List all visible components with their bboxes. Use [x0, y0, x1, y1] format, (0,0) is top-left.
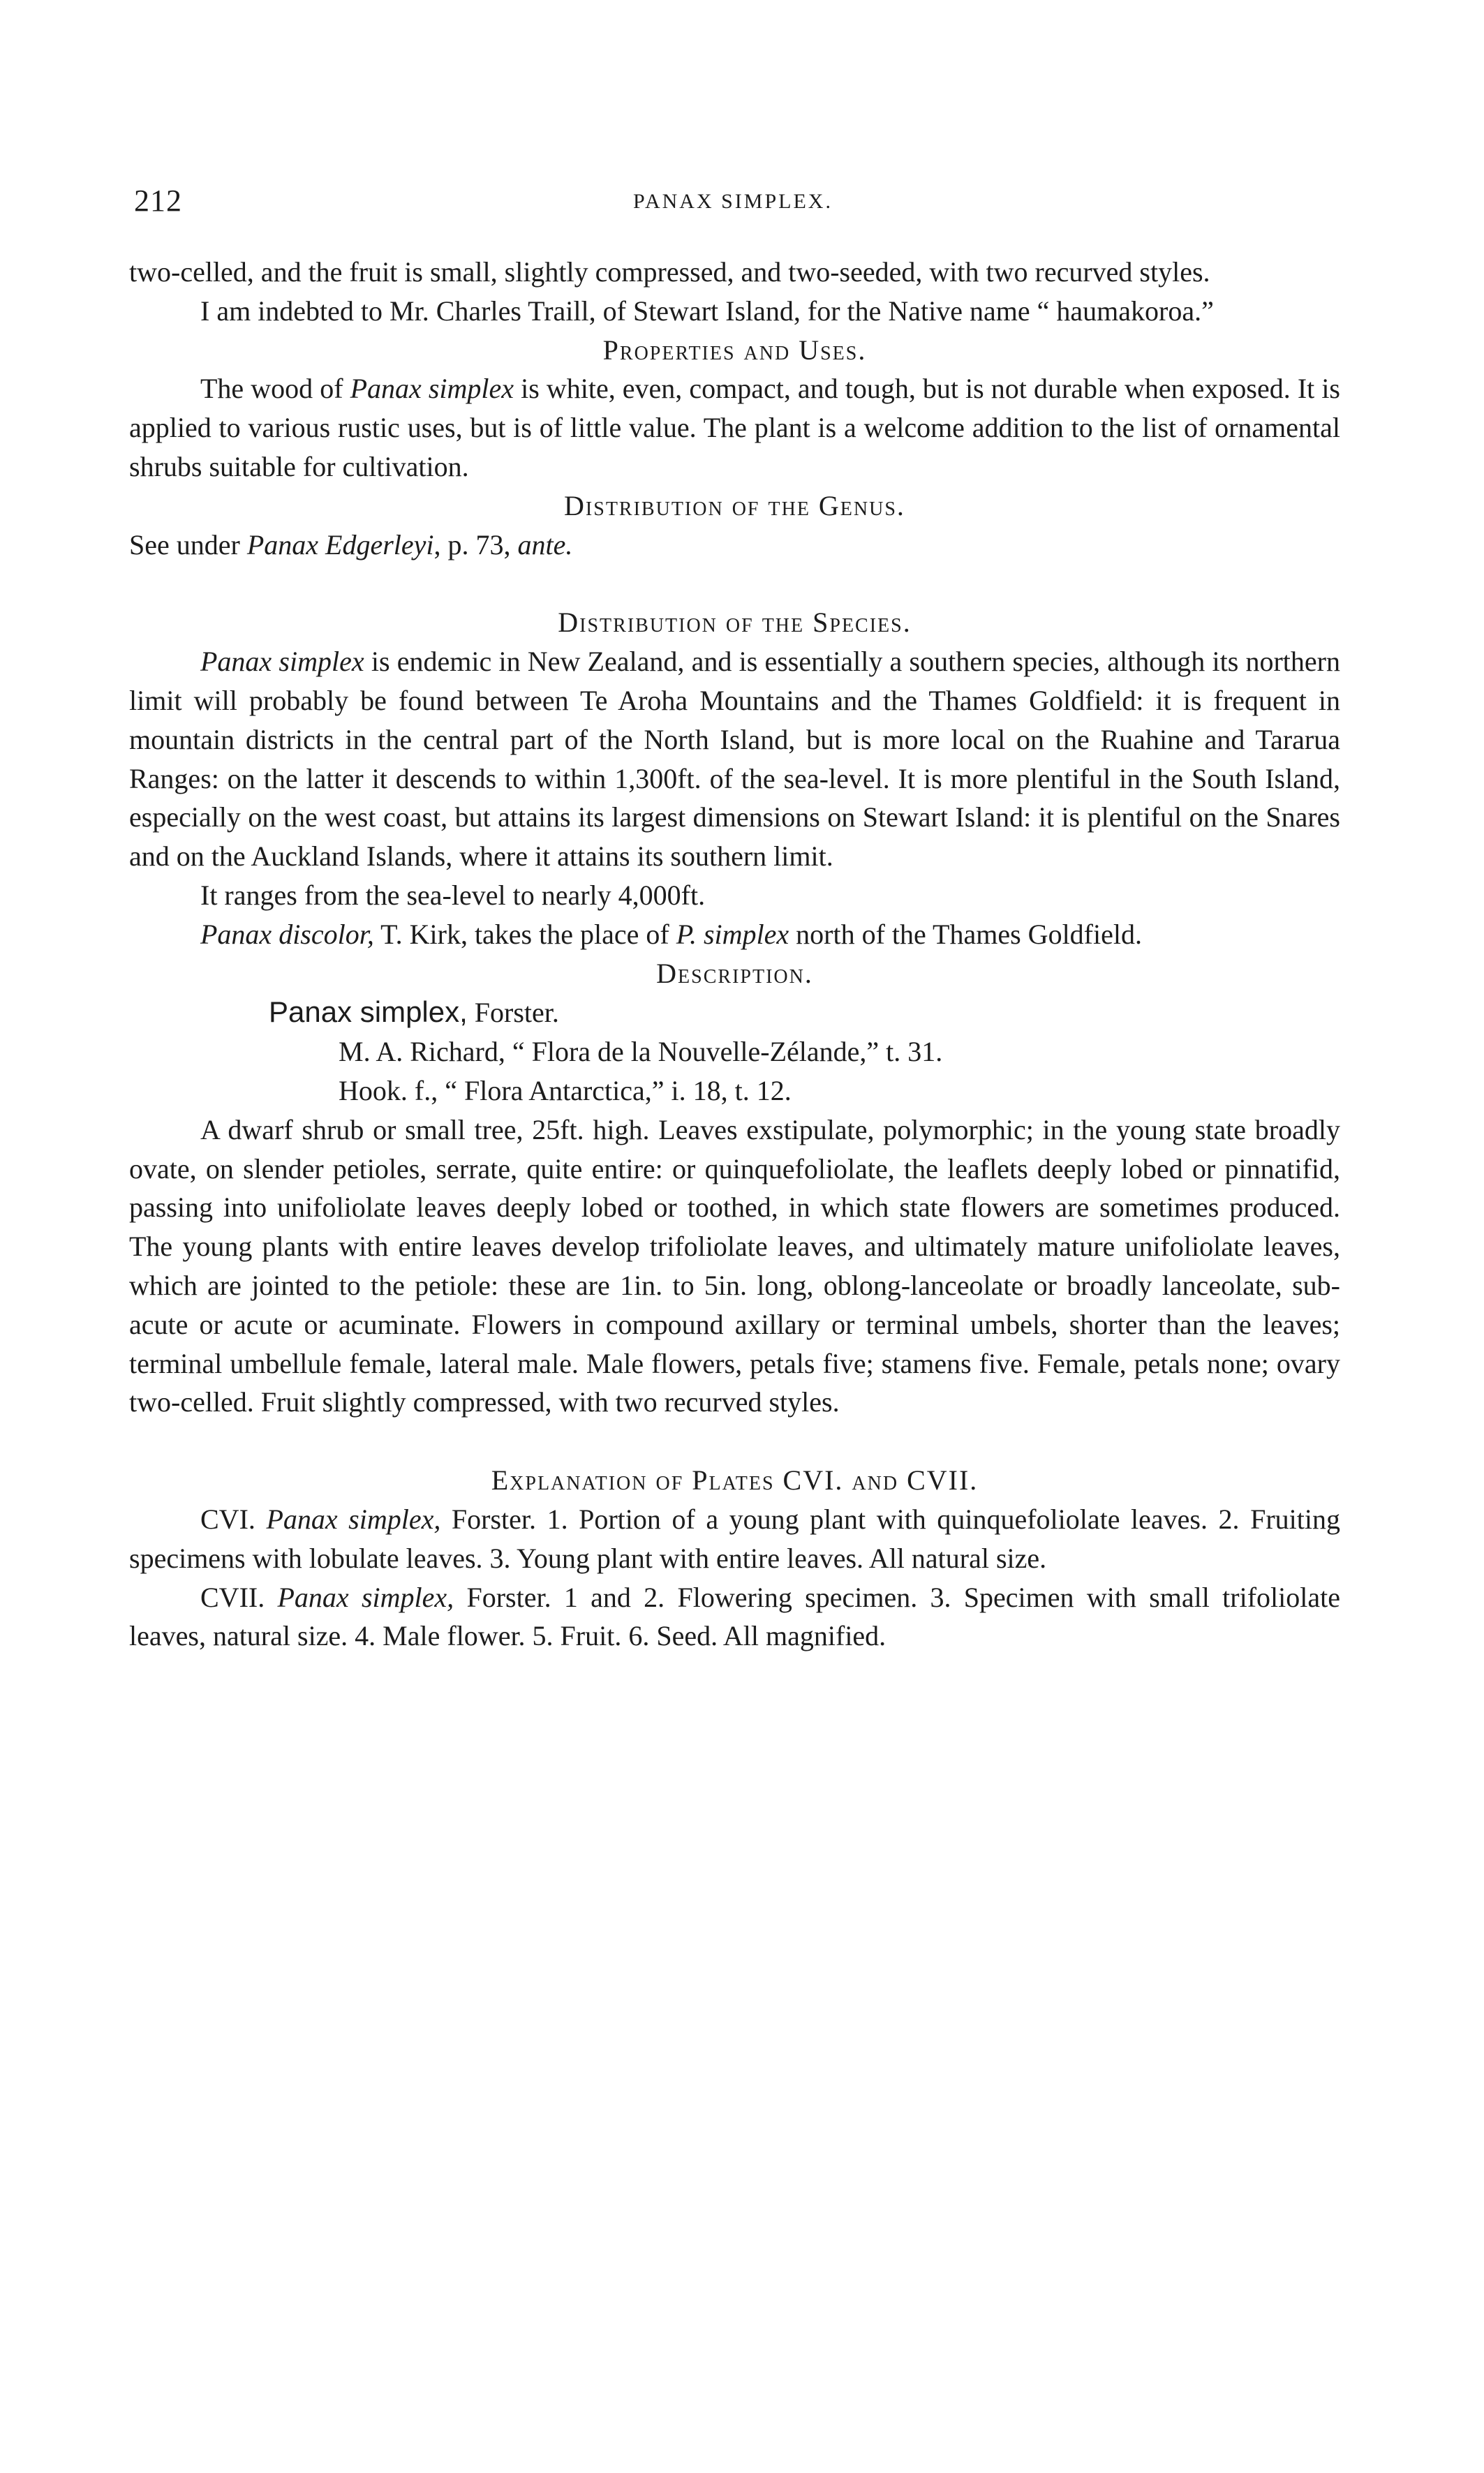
genus-see-reference: See under Panax Edgerleyi, p. 73, ante. — [129, 528, 573, 560]
species-title: Panax simplex, Forster. — [269, 995, 559, 1029]
properties-heading: Properties and Uses. — [602, 334, 867, 366]
discolor-paragraph: Panax discolor, T. Kirk, takes the place of P. simplex north of the Thames Goldfield. — [200, 918, 1142, 950]
acknowledgement-paragraph: I am indebted to Mr. Charles Traill, of Stewart Island, for the Native name “ haumakoroa.” — [200, 295, 1214, 327]
genus-distribution-heading: Distribution of the Genus. — [564, 489, 905, 521]
species-name-italic: Panax simplex — [350, 373, 514, 405]
running-head — [126, 183, 1340, 225]
description-paragraph: A dwarf shrub or small tree, 25ft. high. Leaves exstipulate, polymorphic; in the young state broadly ovate, on slender petioles, serrate, quite entire: or quinquefoliolate, the leaflets deeply lobed or pinnatifid, passing into unifoliolate leaves deeply lobed or toothed, in which state flowers are sometimes produced. The young plants with entire leaves develop trifoliolate leaves, and ultimately mature unifoliolate leaves, which are jointed to the petiole: these are 1in. to 5in. long, oblong-lanceolate or broadly lanceolate, sub-acute or acute or acuminate. Flowers in compound axillary or terminal umbels, shorter than the leaves; terminal umbellule female, lateral male. Male flowers, petals five; stamens five. Female, petals none; ovary two-celled. Fruit slightly compressed, with two recurved styles. — [129, 1113, 1340, 1418]
running-title: PANAX SIMPLEX. — [633, 190, 833, 213]
altitude-range-paragraph: It ranges from the sea-level to nearly 4,000ft. — [200, 879, 706, 911]
description-heading: Description. — [656, 957, 813, 989]
species-distribution-heading: Distribution of the Species. — [558, 607, 912, 639]
species-distribution-paragraph: Panax simplex is endemic in New Zealand, and is essentially a southern species, although its northern limit will probably be found between Te Aroha Mountains and the Thames Goldfield: it is frequent in mountain districts in the central part of the North Island, but is more local on the Ruahine and Tararua Ranges: on the latter it descends to within 1,300ft. of the sea-level. It is more plentiful in the South Island, especially on the west coast, but attains its largest dimensions on Stewart Island: it is plentiful on the Snares and on the Auckland Islands, where it attains its southern limit. — [129, 646, 1340, 872]
plate-cvii-paragraph: CVII. Panax simplex, Forster. 1 and 2. Flowering specimen. 3. Specimen with small trifoliolate leaves, natural size. 4. Male flower. 5. Fruit. 6. Seed. All magnified. — [129, 1581, 1340, 1652]
page-number: 212 — [134, 184, 182, 218]
plate-cvi-paragraph: CVI. Panax simplex, Forster. 1. Portion of a young plant with quinquefoliolate leaves. 2. Fruiting specimens with lobulate leaves. 3. Young plant with entire leaves. All natural size. — [129, 1503, 1340, 1574]
reference-hooker: Hook. f., “ Flora Antarctica,” i. 18, t. 12. — [339, 1074, 792, 1106]
reference-richard: M. A. Richard, “ Flora de la Nouvelle-Zélande,” t. 31. — [339, 1036, 943, 1068]
continuation-paragraph: two-celled, and the fruit is small, slightly compressed, and two-seeded, with two recurved styles. — [129, 256, 1210, 288]
plates-heading: Explanation of Plates CVI. and CVII. — [491, 1464, 979, 1497]
page-content — [129, 253, 1340, 1656]
properties-paragraph: The wood of Panax simplex is white, even, compact, and tough, but is not durable when exposed. It is applied to various rustic uses, but is of little value. The plant is a welcome addition to the list of ornamental shrubs suitable for cultivation. — [129, 373, 1340, 482]
